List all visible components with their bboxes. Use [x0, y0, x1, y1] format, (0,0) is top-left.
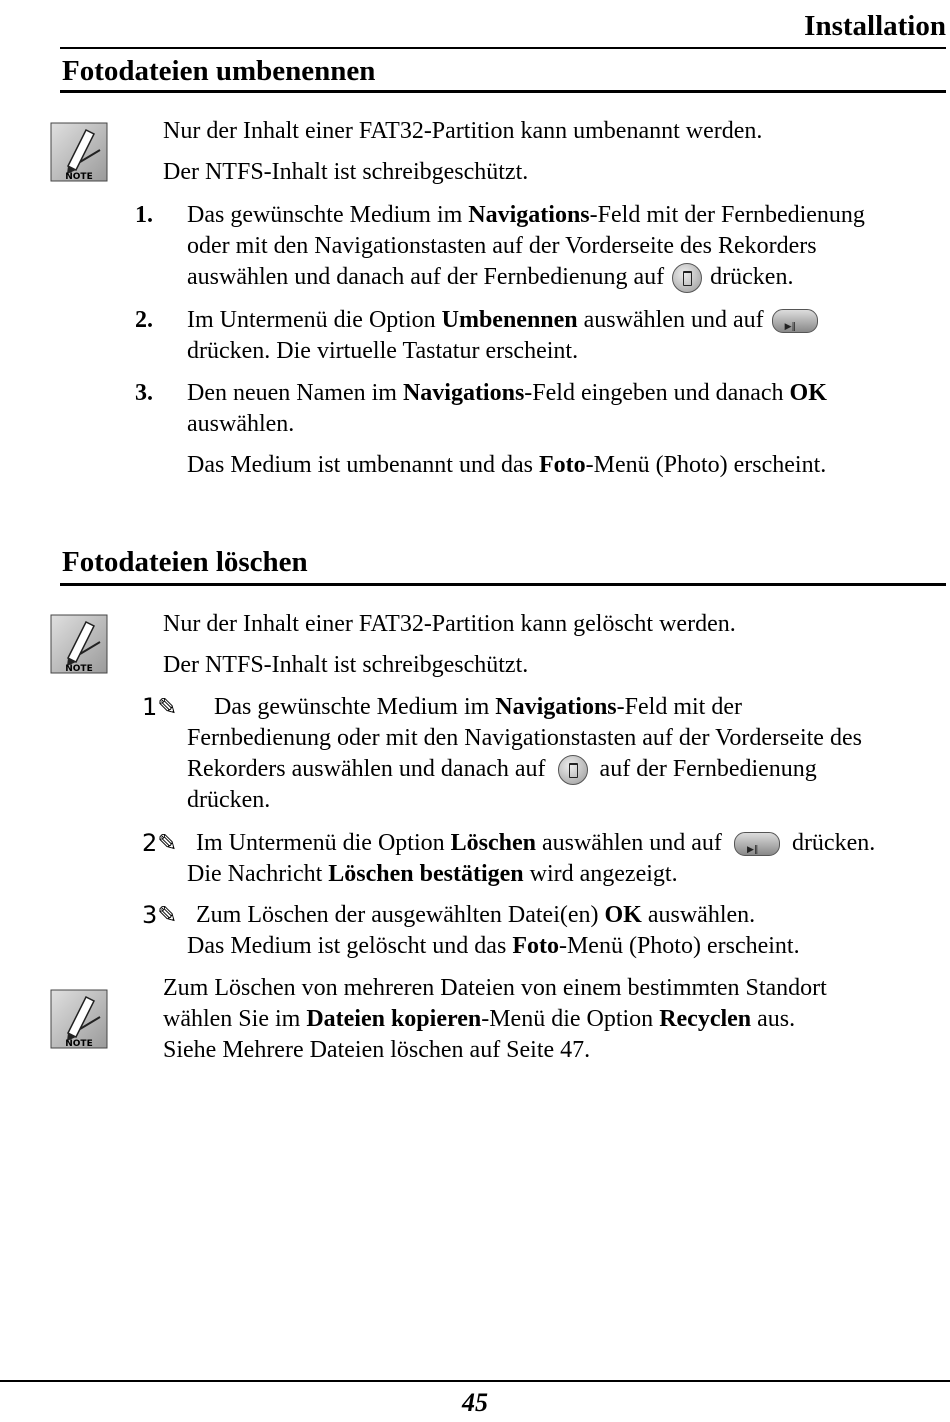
step-number: 2✎: [142, 829, 178, 857]
note-icon: [50, 122, 108, 182]
enter-button-icon: [772, 309, 818, 333]
step-text: oder mit den Navigationstasten auf der Vorderseite des Rekorders: [187, 233, 817, 259]
step-text: Das gewünschte Medium im Navigations-Feld mit der Fernbedienung: [187, 202, 865, 228]
page-number: 45: [462, 1388, 488, 1417]
note-icon: [50, 614, 108, 674]
svg-text:NOTE: NOTE: [65, 664, 93, 674]
step-text: auswählen.: [187, 411, 295, 437]
step-number: 1✎: [142, 693, 178, 721]
step-text: drücken.: [187, 787, 271, 813]
note-text: wählen Sie im Dateien kopieren-Menü die Option Recyclen aus.: [163, 1006, 796, 1032]
section-title-loeschen: Fotodateien löschen: [62, 546, 308, 578]
step-text: Das gewünschte Medium im Navigations-Feld mit der: [214, 694, 742, 720]
svg-text:NOTE: NOTE: [65, 1039, 93, 1049]
step-text: Im Untermenü die Option Löschen auswählen und auf▶‖ drücken.: [196, 828, 875, 859]
step-text: Die Nachricht Löschen bestätigen wird angezeigt.: [187, 861, 678, 887]
step-number: 3.: [135, 380, 153, 406]
note-text: Siehe Mehrere Dateien löschen auf Seite 47.: [163, 1037, 591, 1063]
note-text: Nur der Inhalt einer FAT32-Partition kann umbenannt werden.: [163, 118, 763, 144]
note-text: Nur der Inhalt einer FAT32-Partition kann gelöscht werden.: [163, 611, 736, 637]
step-text: auswählen und danach auf der Fernbedienung auf drücken.: [187, 262, 793, 293]
footer-rule: [0, 1380, 950, 1382]
note-text: Zum Löschen von mehreren Dateien von einem bestimmten Standort: [163, 975, 827, 1001]
trash-button-icon: [672, 263, 702, 293]
step-text: Im Untermenü die Option Umbenennen auswählen und auf▶‖: [187, 305, 826, 336]
step-text: Fernbedienung oder mit den Navigationstasten auf der Vorderseite des: [187, 725, 862, 751]
trash-button-icon: [558, 755, 588, 785]
step-number: 1.: [135, 202, 153, 228]
enter-button-icon: [734, 832, 780, 856]
note-text: Der NTFS-Inhalt ist schreibgeschützt.: [163, 652, 529, 678]
section-rule: [60, 90, 946, 93]
step-number: 2.: [135, 307, 153, 333]
step-text: Das Medium ist umbenannt und das Foto-Menü (Photo) erscheint.: [187, 452, 827, 478]
svg-text:NOTE: NOTE: [65, 172, 93, 182]
step-text: Zum Löschen der ausgewählten Datei(en) OK auswählen.: [196, 902, 756, 928]
header-rule: [60, 47, 946, 49]
section-rule: [60, 583, 946, 586]
step-text: Das Medium ist gelöscht und das Foto-Menü (Photo) erscheint.: [187, 933, 800, 959]
note-text: Der NTFS-Inhalt ist schreibgeschützt.: [163, 159, 529, 185]
step-text: Rekorders auswählen und danach auf auf der Fernbedienung: [187, 754, 817, 785]
step-text: drücken. Die virtuelle Tastatur erscheint.: [187, 338, 579, 364]
step-text: Den neuen Namen im Navigations-Feld eingeben und danach OK: [187, 380, 827, 406]
section-title-umbenennen: Fotodateien umbenennen: [62, 55, 376, 87]
step-number: 3✎: [142, 901, 178, 929]
note-icon: [50, 989, 108, 1049]
chapter-title: Installation: [804, 10, 946, 42]
